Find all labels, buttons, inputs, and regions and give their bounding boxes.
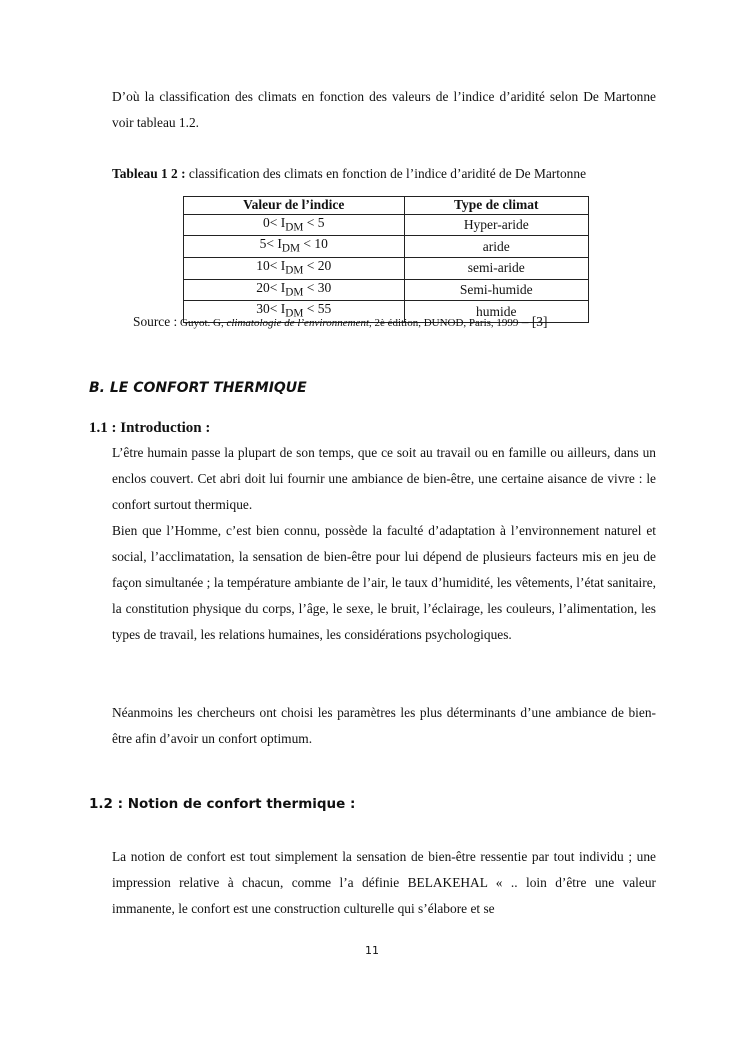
table-row bbox=[184, 214, 589, 236]
climate-type-cell: humide bbox=[404, 301, 588, 323]
section-1-2-heading: 1.2 : Notion de confort thermique : bbox=[89, 796, 356, 812]
climate-type-cell: aride bbox=[404, 236, 588, 258]
source-title: climatologie de l’environnement bbox=[226, 317, 370, 329]
source-details: , 2è édition, DUNOD, Paris, 1999 bbox=[369, 317, 519, 329]
table-header-index: Valeur de l’indice bbox=[184, 197, 405, 215]
notion-paragraph: La notion de confort est tout simplement la sensation de bien-être ressentie par tout individu ; une impression relative à chacun, comme l’a définie BELAKEHAL « .. loin d’être une valeur immanente, le confort est une construction culturelle qui s’élabore et se bbox=[112, 849, 656, 916]
section-b-heading: B. LE CONFORT THERMIQUE bbox=[89, 380, 307, 396]
intro-paragraph-3: Néanmoins les chercheurs ont choisi les paramètres les plus déterminants d’une ambiance de bien-être afin d’avoir un confort optimum. bbox=[112, 705, 656, 746]
index-range-cell: $5< I_{DM} < 10$ bbox=[184, 236, 405, 258]
table-header-row bbox=[184, 197, 589, 215]
table-header-climate: Type de climat bbox=[404, 197, 588, 215]
table-source bbox=[133, 312, 547, 333]
source-label: Source : bbox=[133, 314, 178, 329]
section-1-1-heading: 1.1 : Introduction : bbox=[89, 420, 211, 436]
table-caption-text: classification des climats en fonction de l’indice d’aridité de De Martonne bbox=[185, 166, 587, 181]
climate-type-cell: Hyper-aride bbox=[404, 214, 588, 236]
climate-type-cell: semi-aride bbox=[404, 257, 588, 279]
climate-classification-table bbox=[183, 196, 589, 323]
source-reference: – [3] bbox=[518, 314, 548, 329]
table-row bbox=[184, 279, 589, 301]
index-range-cell: $0< I_{DM} < 5$ bbox=[184, 214, 405, 236]
index-range-cell: $20< I_{DM} < 30$ bbox=[184, 279, 405, 301]
intro-paragraph: D’où la classification des climats en fonction des valeurs de l’indice d’aridité selon De Martonne voir tableau 1.2. bbox=[112, 89, 656, 130]
intro-paragraph-2: Bien que l’Homme, c’est bien connu, possède la faculté d’adaptation à l’environnement naturel et social, l’acclimatation, la sensation de bien-être pour lui dépend de plusieurs facteurs mis en jeu de façon simultanée ; la température ambiante de l’air, le taux d’humidité, les vêtements, l’état sanitaire, la constitution physique du corps, l’âge, le sexe, le bruit, l’éclairage, les couleurs, l’alimentation, les types de travail, les relations humaines, les considérations psychologiques. bbox=[112, 523, 656, 642]
climate-type-cell: Semi-humide bbox=[404, 279, 588, 301]
table-row bbox=[184, 257, 589, 279]
intro-paragraph-1: L’être humain passe la plupart de son temps, que ce soit au travail ou en famille ou ailleurs, dans un enclos couvert. Cet abri doit lui fournir une ambiance de bien-être, une certaine aisance de vivre : le confort surtout thermique. bbox=[112, 445, 656, 512]
table-caption-label: Tableau 1 2 : bbox=[112, 166, 186, 181]
table-caption bbox=[112, 164, 586, 184]
page-number: 11 bbox=[365, 944, 379, 957]
source-author: Guyot. G, bbox=[177, 317, 227, 329]
index-range-cell: $10< I_{DM} < 20$ bbox=[184, 257, 405, 279]
table-row bbox=[184, 236, 589, 258]
index-range-cell: $30< I_{DM} < 55$ bbox=[184, 301, 405, 323]
